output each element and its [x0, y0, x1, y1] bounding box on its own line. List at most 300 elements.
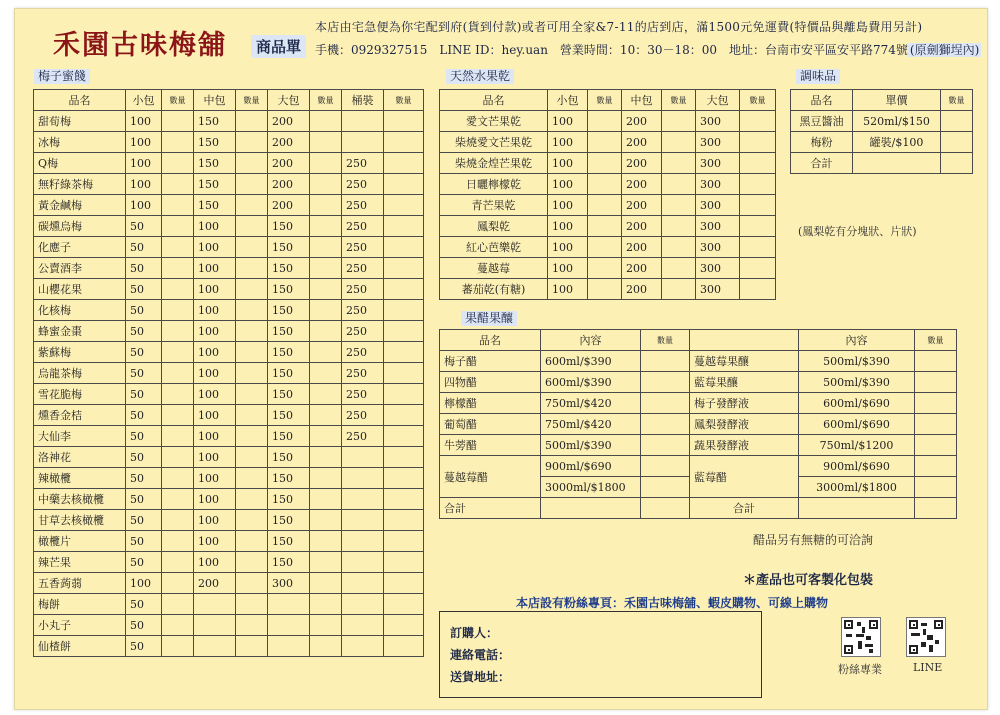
- plum-row: [34, 216, 424, 237]
- plum-row: [34, 111, 424, 132]
- qty-medium[interactable]: [662, 216, 696, 237]
- qty-small[interactable]: [162, 195, 194, 216]
- qty-medium[interactable]: [236, 552, 268, 573]
- plum-row: [34, 342, 424, 363]
- content-volume-right: 900ml/$690: [799, 456, 915, 477]
- price-small: 50: [126, 363, 162, 384]
- price-medium: 100: [194, 405, 236, 426]
- qty-large[interactable]: [740, 279, 776, 300]
- qty-large[interactable]: [310, 342, 342, 363]
- qty-small[interactable]: [162, 363, 194, 384]
- price-small: 100: [548, 174, 588, 195]
- vinegar-row: [440, 372, 957, 393]
- qty-medium[interactable]: [236, 384, 268, 405]
- qty-small[interactable]: [162, 321, 194, 342]
- qty-medium[interactable]: [236, 426, 268, 447]
- content-volume-right: 500ml/$390: [799, 351, 915, 372]
- fanpage-qr-code[interactable]: [841, 617, 881, 657]
- product-name-right: 蔬果發酵液: [690, 435, 799, 456]
- qty-left[interactable]: [641, 351, 690, 372]
- product-name: 中藥去核橄欖: [34, 489, 126, 510]
- qty-small[interactable]: [588, 153, 622, 174]
- total-qty[interactable]: [941, 153, 973, 174]
- qty-medium[interactable]: [236, 342, 268, 363]
- qty-medium[interactable]: [236, 321, 268, 342]
- plum-row: [34, 594, 424, 615]
- qty-barrel[interactable]: [384, 594, 424, 615]
- qty-large[interactable]: [310, 111, 342, 132]
- qty-right[interactable]: [915, 477, 957, 498]
- qty-large[interactable]: [740, 216, 776, 237]
- qty-medium[interactable]: [662, 153, 696, 174]
- line-qr-code[interactable]: [906, 617, 946, 657]
- qty-left[interactable]: [641, 414, 690, 435]
- qty-large[interactable]: [310, 363, 342, 384]
- qty-barrel[interactable]: [384, 321, 424, 342]
- price-medium: 200: [622, 237, 662, 258]
- price-small: 100: [126, 195, 162, 216]
- product-name: 黃金鹹梅: [34, 195, 126, 216]
- fruit-row: [440, 111, 776, 132]
- price-large: 150: [268, 447, 310, 468]
- vinegar-note: 醋品另有無糖的可洽詢: [753, 533, 874, 547]
- product-name: 辣橄欖: [34, 468, 126, 489]
- qty-right[interactable]: [915, 393, 957, 414]
- qty-large[interactable]: [310, 279, 342, 300]
- qty-medium[interactable]: [236, 132, 268, 153]
- qty-large[interactable]: [310, 426, 342, 447]
- product-name: 柴燒金煌芒果乾: [440, 153, 548, 174]
- qty-large[interactable]: [740, 258, 776, 279]
- qty-barrel[interactable]: [384, 447, 424, 468]
- qty-large[interactable]: [310, 636, 342, 657]
- qty-large[interactable]: [310, 447, 342, 468]
- qty[interactable]: [941, 132, 973, 153]
- qty-barrel[interactable]: [384, 258, 424, 279]
- contact-info: 手機：0929327515 LINE ID：hey.uan 營業時間：10：30－18：00 地址：台南市安平區安平路774號: [315, 43, 908, 57]
- price-medium: 100: [194, 531, 236, 552]
- qty-small[interactable]: [588, 216, 622, 237]
- product-name: 蜂蜜金棗: [34, 321, 126, 342]
- qty-large[interactable]: [310, 468, 342, 489]
- price-large: 150: [268, 489, 310, 510]
- qty-medium[interactable]: [662, 258, 696, 279]
- qty-small[interactable]: [162, 300, 194, 321]
- plum-row: [34, 426, 424, 447]
- qty-barrel[interactable]: [384, 216, 424, 237]
- price-medium: 200: [622, 153, 662, 174]
- content-volume: 500ml/$390: [541, 435, 641, 456]
- price-medium: 100: [194, 237, 236, 258]
- qty-medium[interactable]: [236, 468, 268, 489]
- price-small: 100: [548, 153, 588, 174]
- plum-row: [34, 405, 424, 426]
- qty-medium[interactable]: [662, 111, 696, 132]
- qty-medium[interactable]: [236, 363, 268, 384]
- qty-medium[interactable]: [662, 174, 696, 195]
- price-small: 50: [126, 342, 162, 363]
- content-volume: 750ml/$420: [541, 393, 641, 414]
- qty-medium[interactable]: [236, 531, 268, 552]
- price-barrel: [342, 531, 384, 552]
- qty-large[interactable]: [310, 510, 342, 531]
- vinegar-header-cell: 數量: [915, 330, 957, 351]
- qty-barrel[interactable]: [384, 237, 424, 258]
- qty-large[interactable]: [310, 258, 342, 279]
- product-name: 蕃茄乾(有糖): [440, 279, 548, 300]
- qty-medium[interactable]: [662, 237, 696, 258]
- price-medium: 100: [194, 216, 236, 237]
- price-medium: 100: [194, 279, 236, 300]
- product-name: 大仙李: [34, 426, 126, 447]
- qty-large[interactable]: [310, 174, 342, 195]
- fruit-header-cell: 小包: [548, 90, 588, 111]
- qty-barrel[interactable]: [384, 531, 424, 552]
- price-medium: 200: [622, 132, 662, 153]
- qty-right[interactable]: [915, 372, 957, 393]
- qty-barrel[interactable]: [384, 489, 424, 510]
- price-medium: 200: [622, 195, 662, 216]
- price-small: 100: [126, 132, 162, 153]
- qty-small[interactable]: [162, 468, 194, 489]
- seasoning-row: [791, 111, 973, 132]
- qty-medium[interactable]: [236, 111, 268, 132]
- product-name: 山櫻花果: [34, 279, 126, 300]
- qty-small[interactable]: [162, 594, 194, 615]
- qty-left[interactable]: [641, 456, 690, 477]
- price-barrel: [342, 573, 384, 594]
- qty-large[interactable]: [310, 552, 342, 573]
- price-large: 150: [268, 342, 310, 363]
- price-large: [268, 615, 310, 636]
- qty-small[interactable]: [162, 237, 194, 258]
- fruit-header-cell: 數量: [740, 90, 776, 111]
- qty-right[interactable]: [915, 456, 957, 477]
- product-name-right: 藍莓果釀: [690, 372, 799, 393]
- price-medium: 100: [194, 321, 236, 342]
- total-left-value[interactable]: [541, 498, 641, 519]
- price-large: 300: [696, 279, 740, 300]
- price-barrel: [342, 510, 384, 531]
- qty-medium[interactable]: [236, 216, 268, 237]
- qty-small[interactable]: [588, 111, 622, 132]
- qty-large[interactable]: [310, 384, 342, 405]
- qty[interactable]: [941, 111, 973, 132]
- plum-row: [34, 132, 424, 153]
- total-right-value[interactable]: [799, 498, 915, 519]
- qty-small[interactable]: [162, 552, 194, 573]
- price-large: [268, 636, 310, 657]
- qty-medium[interactable]: [236, 300, 268, 321]
- price-small: 100: [126, 111, 162, 132]
- product-name: 梅子醋: [440, 351, 541, 372]
- qty-barrel[interactable]: [384, 405, 424, 426]
- total-left-qty[interactable]: [641, 498, 690, 519]
- qty-left[interactable]: [641, 393, 690, 414]
- fruit-header-cell: 大包: [696, 90, 740, 111]
- delivery-notice: 本店由宅急便為你宅配到府(貨到付款)或者可用全家&7-11的店到店，滿1500元免運費(特價品與離島費用另計): [315, 20, 923, 34]
- seasoning-header-cell: 品名: [791, 90, 853, 111]
- qty-right[interactable]: [915, 435, 957, 456]
- product-name: 紅心芭樂乾: [440, 237, 548, 258]
- product-name: 蔓越莓醋: [440, 456, 541, 498]
- qty-small[interactable]: [162, 573, 194, 594]
- qty-large[interactable]: [310, 321, 342, 342]
- qty-left[interactable]: [641, 435, 690, 456]
- plum-header-cell: 小包: [126, 90, 162, 111]
- price-large: 150: [268, 384, 310, 405]
- price-medium: 100: [194, 426, 236, 447]
- price-small: 50: [126, 594, 162, 615]
- qty-medium[interactable]: [236, 405, 268, 426]
- qty-small[interactable]: [588, 174, 622, 195]
- price-large: 200: [268, 132, 310, 153]
- qty-medium[interactable]: [662, 195, 696, 216]
- seasoning-row: [791, 132, 973, 153]
- qty-right[interactable]: [915, 351, 957, 372]
- total-right-qty[interactable]: [915, 498, 957, 519]
- plum-row: [34, 552, 424, 573]
- price-barrel: 250: [342, 426, 384, 447]
- product-name: 碳燻烏梅: [34, 216, 126, 237]
- vinegar-total-row: [440, 498, 957, 519]
- qty-barrel[interactable]: [384, 636, 424, 657]
- fanpage-text: 本店設有粉絲專頁：禾園古味梅舖、蝦皮購物、可線上購物: [516, 596, 829, 610]
- qty-medium[interactable]: [662, 279, 696, 300]
- seasoning-table: [790, 89, 973, 174]
- qty-large[interactable]: [310, 489, 342, 510]
- price-large: 300: [696, 258, 740, 279]
- qty-barrel[interactable]: [384, 573, 424, 594]
- qty-small[interactable]: [162, 489, 194, 510]
- qty-barrel[interactable]: [384, 615, 424, 636]
- qty-barrel[interactable]: [384, 174, 424, 195]
- qty-small[interactable]: [588, 237, 622, 258]
- price-large: 150: [268, 552, 310, 573]
- qty-large[interactable]: [310, 195, 342, 216]
- qty-barrel[interactable]: [384, 111, 424, 132]
- product-name: 烏龍茶梅: [34, 363, 126, 384]
- price-medium: 200: [622, 258, 662, 279]
- qty-small[interactable]: [588, 258, 622, 279]
- price-small: 100: [126, 573, 162, 594]
- price-small: 50: [126, 405, 162, 426]
- qty-small[interactable]: [162, 426, 194, 447]
- content-volume: 3000ml/$1800: [541, 477, 641, 498]
- qty-small[interactable]: [162, 405, 194, 426]
- plum-header-cell: 數量: [310, 90, 342, 111]
- plum-row: [34, 363, 424, 384]
- qty-small[interactable]: [588, 132, 622, 153]
- qty-barrel[interactable]: [384, 426, 424, 447]
- seasoning-total-row: [791, 153, 973, 174]
- total-value[interactable]: [853, 153, 941, 174]
- qty-small[interactable]: [162, 258, 194, 279]
- qty-left[interactable]: [641, 372, 690, 393]
- qty-small[interactable]: [162, 153, 194, 174]
- price-small: 50: [126, 258, 162, 279]
- price-medium: 100: [194, 363, 236, 384]
- qty-barrel[interactable]: [384, 510, 424, 531]
- qty-medium[interactable]: [236, 195, 268, 216]
- qty-barrel[interactable]: [384, 300, 424, 321]
- product-name: 葡萄醋: [440, 414, 541, 435]
- price-large: 150: [268, 237, 310, 258]
- qty-medium[interactable]: [236, 237, 268, 258]
- qty-medium[interactable]: [236, 258, 268, 279]
- qty-small[interactable]: [162, 510, 194, 531]
- price-large: 150: [268, 405, 310, 426]
- price-medium: 200: [622, 216, 662, 237]
- qty-large[interactable]: [310, 531, 342, 552]
- price-large: 150: [268, 300, 310, 321]
- qty-large[interactable]: [310, 405, 342, 426]
- plum-header-cell: 數量: [384, 90, 424, 111]
- price-large: 150: [268, 510, 310, 531]
- qty-medium[interactable]: [236, 636, 268, 657]
- product-name: 雪花脆梅: [34, 384, 126, 405]
- price-small: 50: [126, 321, 162, 342]
- qty-medium[interactable]: [236, 615, 268, 636]
- qty-small[interactable]: [162, 132, 194, 153]
- product-name: 梅餅: [34, 594, 126, 615]
- price-barrel: [342, 615, 384, 636]
- price-large: 300: [696, 153, 740, 174]
- price-barrel: [342, 594, 384, 615]
- qty-medium[interactable]: [662, 132, 696, 153]
- qty-small[interactable]: [162, 216, 194, 237]
- plum-header-cell: 數量: [162, 90, 194, 111]
- price-small: 50: [126, 615, 162, 636]
- qty-barrel[interactable]: [384, 363, 424, 384]
- fanpage-qr-label: 粉絲專業: [838, 663, 882, 676]
- price-small: 100: [548, 279, 588, 300]
- plum-row: [34, 447, 424, 468]
- qty-medium[interactable]: [236, 174, 268, 195]
- price-medium: 150: [194, 153, 236, 174]
- qty-large[interactable]: [310, 300, 342, 321]
- price-barrel: 250: [342, 258, 384, 279]
- qty-barrel[interactable]: [384, 342, 424, 363]
- price-large: 150: [268, 216, 310, 237]
- qty-barrel[interactable]: [384, 552, 424, 573]
- qty-medium[interactable]: [236, 447, 268, 468]
- vinegar-row: [440, 456, 957, 477]
- qty-medium[interactable]: [236, 594, 268, 615]
- order-form-badge: 商品單: [251, 35, 306, 58]
- plum-row: [34, 489, 424, 510]
- qty-medium[interactable]: [236, 510, 268, 531]
- plum-row: [34, 321, 424, 342]
- price-medium: [194, 636, 236, 657]
- price-large: 300: [696, 237, 740, 258]
- qty-barrel[interactable]: [384, 384, 424, 405]
- qty-large[interactable]: [740, 237, 776, 258]
- qty-barrel[interactable]: [384, 195, 424, 216]
- qty-barrel[interactable]: [384, 153, 424, 174]
- plum-row: [34, 636, 424, 657]
- qty-large[interactable]: [310, 153, 342, 174]
- qty-medium[interactable]: [236, 489, 268, 510]
- price-large: 300: [696, 174, 740, 195]
- qty-barrel[interactable]: [384, 468, 424, 489]
- qty-large[interactable]: [740, 195, 776, 216]
- qty-large[interactable]: [310, 615, 342, 636]
- product-name: 冰梅: [34, 132, 126, 153]
- vinegar-table: [439, 329, 957, 519]
- price-barrel: [342, 552, 384, 573]
- qty-barrel[interactable]: [384, 279, 424, 300]
- qty-small[interactable]: [162, 447, 194, 468]
- qty-small[interactable]: [162, 111, 194, 132]
- product-name: Q梅: [34, 153, 126, 174]
- qty-large[interactable]: [310, 594, 342, 615]
- product-name: 辣芒果: [34, 552, 126, 573]
- qty-small[interactable]: [162, 342, 194, 363]
- price-medium: 150: [194, 195, 236, 216]
- price-small: 50: [126, 489, 162, 510]
- price-barrel: [342, 468, 384, 489]
- qty-large[interactable]: [310, 573, 342, 594]
- price-barrel: 250: [342, 237, 384, 258]
- fruit-header-cell: 數量: [588, 90, 622, 111]
- qty-right[interactable]: [915, 414, 957, 435]
- unit-price: 520ml/$150: [853, 111, 941, 132]
- qty-small[interactable]: [588, 279, 622, 300]
- seasoning-header-cell: 數量: [941, 90, 973, 111]
- qty-left[interactable]: [641, 477, 690, 498]
- qty-large[interactable]: [740, 174, 776, 195]
- qty-large[interactable]: [310, 237, 342, 258]
- qty-small[interactable]: [162, 636, 194, 657]
- qty-small[interactable]: [162, 174, 194, 195]
- qty-small[interactable]: [162, 384, 194, 405]
- product-name: 日曬檸檬乾: [440, 174, 548, 195]
- content-volume-right: 500ml/$390: [799, 372, 915, 393]
- qty-large[interactable]: [310, 132, 342, 153]
- qty-barrel[interactable]: [384, 132, 424, 153]
- fruit-row: [440, 195, 776, 216]
- qty-large[interactable]: [310, 216, 342, 237]
- qty-small[interactable]: [162, 279, 194, 300]
- plum-row: [34, 615, 424, 636]
- product-name: 牛蒡醋: [440, 435, 541, 456]
- price-barrel: [342, 447, 384, 468]
- qty-medium[interactable]: [236, 573, 268, 594]
- price-small: 50: [126, 468, 162, 489]
- qty-small[interactable]: [162, 615, 194, 636]
- qty-medium[interactable]: [236, 279, 268, 300]
- product-name: 化核梅: [34, 300, 126, 321]
- qty-large[interactable]: [740, 132, 776, 153]
- price-barrel: [342, 489, 384, 510]
- price-barrel: [342, 111, 384, 132]
- address-label: 送貨地址：: [450, 670, 511, 684]
- product-name: 愛文芒果乾: [440, 111, 548, 132]
- product-name: 無籽綠茶梅: [34, 174, 126, 195]
- product-name: 仙楂餅: [34, 636, 126, 657]
- price-barrel: 250: [342, 405, 384, 426]
- price-small: 50: [126, 237, 162, 258]
- product-name-right: 藍莓醋: [690, 456, 799, 498]
- price-medium: 100: [194, 342, 236, 363]
- qty-medium[interactable]: [236, 153, 268, 174]
- qty-large[interactable]: [740, 111, 776, 132]
- qty-small[interactable]: [162, 531, 194, 552]
- qty-small[interactable]: [588, 195, 622, 216]
- product-name: 柴燒愛文芒果乾: [440, 132, 548, 153]
- qty-large[interactable]: [740, 153, 776, 174]
